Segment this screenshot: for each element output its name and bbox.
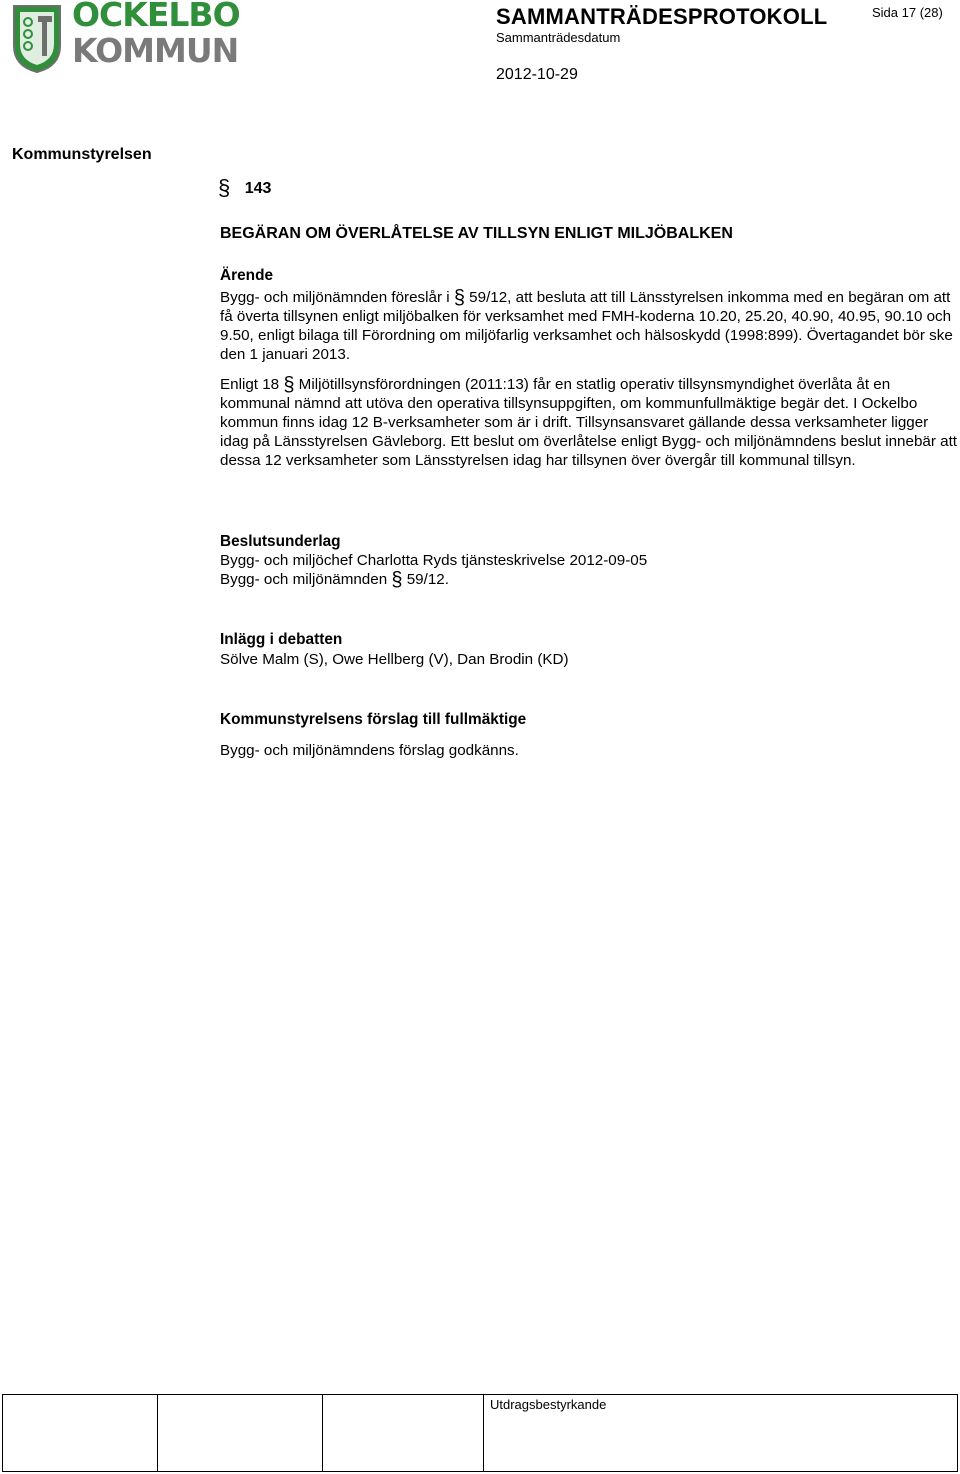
signature-box-divider <box>157 1395 158 1471</box>
enligt-text-rest: Miljötillsynsförordningen (2011:13) får en statlig operativ tillsynsmyndighet överlåta åt en kommunal nämnd att utöva den operativa tillsynsuppgiften, om kommunfullmäktige begär det. I Ockelbo kommun finns idag 12 B-verksamheter som är i drift. Tillsynsansvaret gällande dessa verksamheter ligger idag på Länsstyrelsen Gävleborg. Ett beslut om överlåtelse enligt Bygg- och miljönämndens beslut innebär att dessa 12 verksamheter som Länsstyrelsen idag har tillsynen över övergår till kommunal tillsyn. <box>220 376 958 469</box>
paragraph-symbol: § <box>283 374 295 396</box>
logo-line1: OCKELBO <box>72 0 240 34</box>
arende-text-start: Bygg- och miljönämnden föreslår i <box>220 289 454 306</box>
signature-boxes <box>2 1394 958 1472</box>
page-number: Sida 17 (28) <box>872 5 943 20</box>
signature-box-divider <box>322 1395 323 1471</box>
arende-text <box>220 288 960 364</box>
signature-box-divider <box>483 1395 484 1471</box>
municipality-logo <box>10 0 240 74</box>
arende-text-rest: 59/12, att besluta att till Länsstyrelsen inkomma med en begäran om att få överta tillsynen enligt miljöbalken för verksamhet med FMH-koderna 10.20, 25.20, 40.90, 40.95, 90.10 och 9.50, enligt bilaga till Förordning om miljöfarlig verksamhet och hälsoskydd (1998:899). Övertagandet bör ske den 1 januari 2013. <box>220 289 953 363</box>
beslutsunderlag-line1: Bygg- och miljöchef Charlotta Ryds tjänsteskrivelse 2012-09-05 <box>220 552 648 569</box>
enligt-text-start: Enligt 18 <box>220 376 284 393</box>
arende-heading: Ärende <box>220 267 274 284</box>
organization-name: Kommunstyrelsen <box>12 146 152 163</box>
meeting-date-label: Sammanträdesdatum <box>496 30 621 45</box>
paragraph-symbol: § <box>218 175 231 200</box>
inlagg-text: Sölve Malm (S), Owe Hellberg (V), Dan Brodin (KD) <box>220 651 569 668</box>
section-title: BEGÄRAN OM ÖVERLÅTELSE AV TILLSYN ENLIGT MILJÖBALKEN <box>220 225 733 242</box>
logo-line2: KOMMUN <box>72 31 239 70</box>
section-number <box>218 175 272 200</box>
section-number-value: 143 <box>244 180 272 197</box>
forslag-heading: Kommunstyrelsens förslag till fullmäktige <box>220 711 527 728</box>
enligt-text <box>220 375 960 470</box>
beslutsunderlag-line2 <box>220 570 960 589</box>
paragraph-symbol: § <box>391 569 403 591</box>
beslutsunderlag-line2-start: Bygg- och miljönämnden <box>220 571 392 588</box>
inlagg-heading: Inlägg i debatten <box>220 631 343 648</box>
document-title: SAMMANTRÄDESPROTOKOLL <box>496 4 828 29</box>
beslutsunderlag-line2-rest: 59/12. <box>402 571 449 588</box>
utdragsbestyrkande-label: Utdragsbestyrkande <box>490 1397 607 1412</box>
paragraph-symbol: § <box>453 287 465 309</box>
beslutsunderlag-heading: Beslutsunderlag <box>220 533 341 550</box>
forslag-text: Bygg- och miljönämndens förslag godkänns. <box>220 742 519 759</box>
meeting-date: 2012-10-29 <box>496 66 578 83</box>
